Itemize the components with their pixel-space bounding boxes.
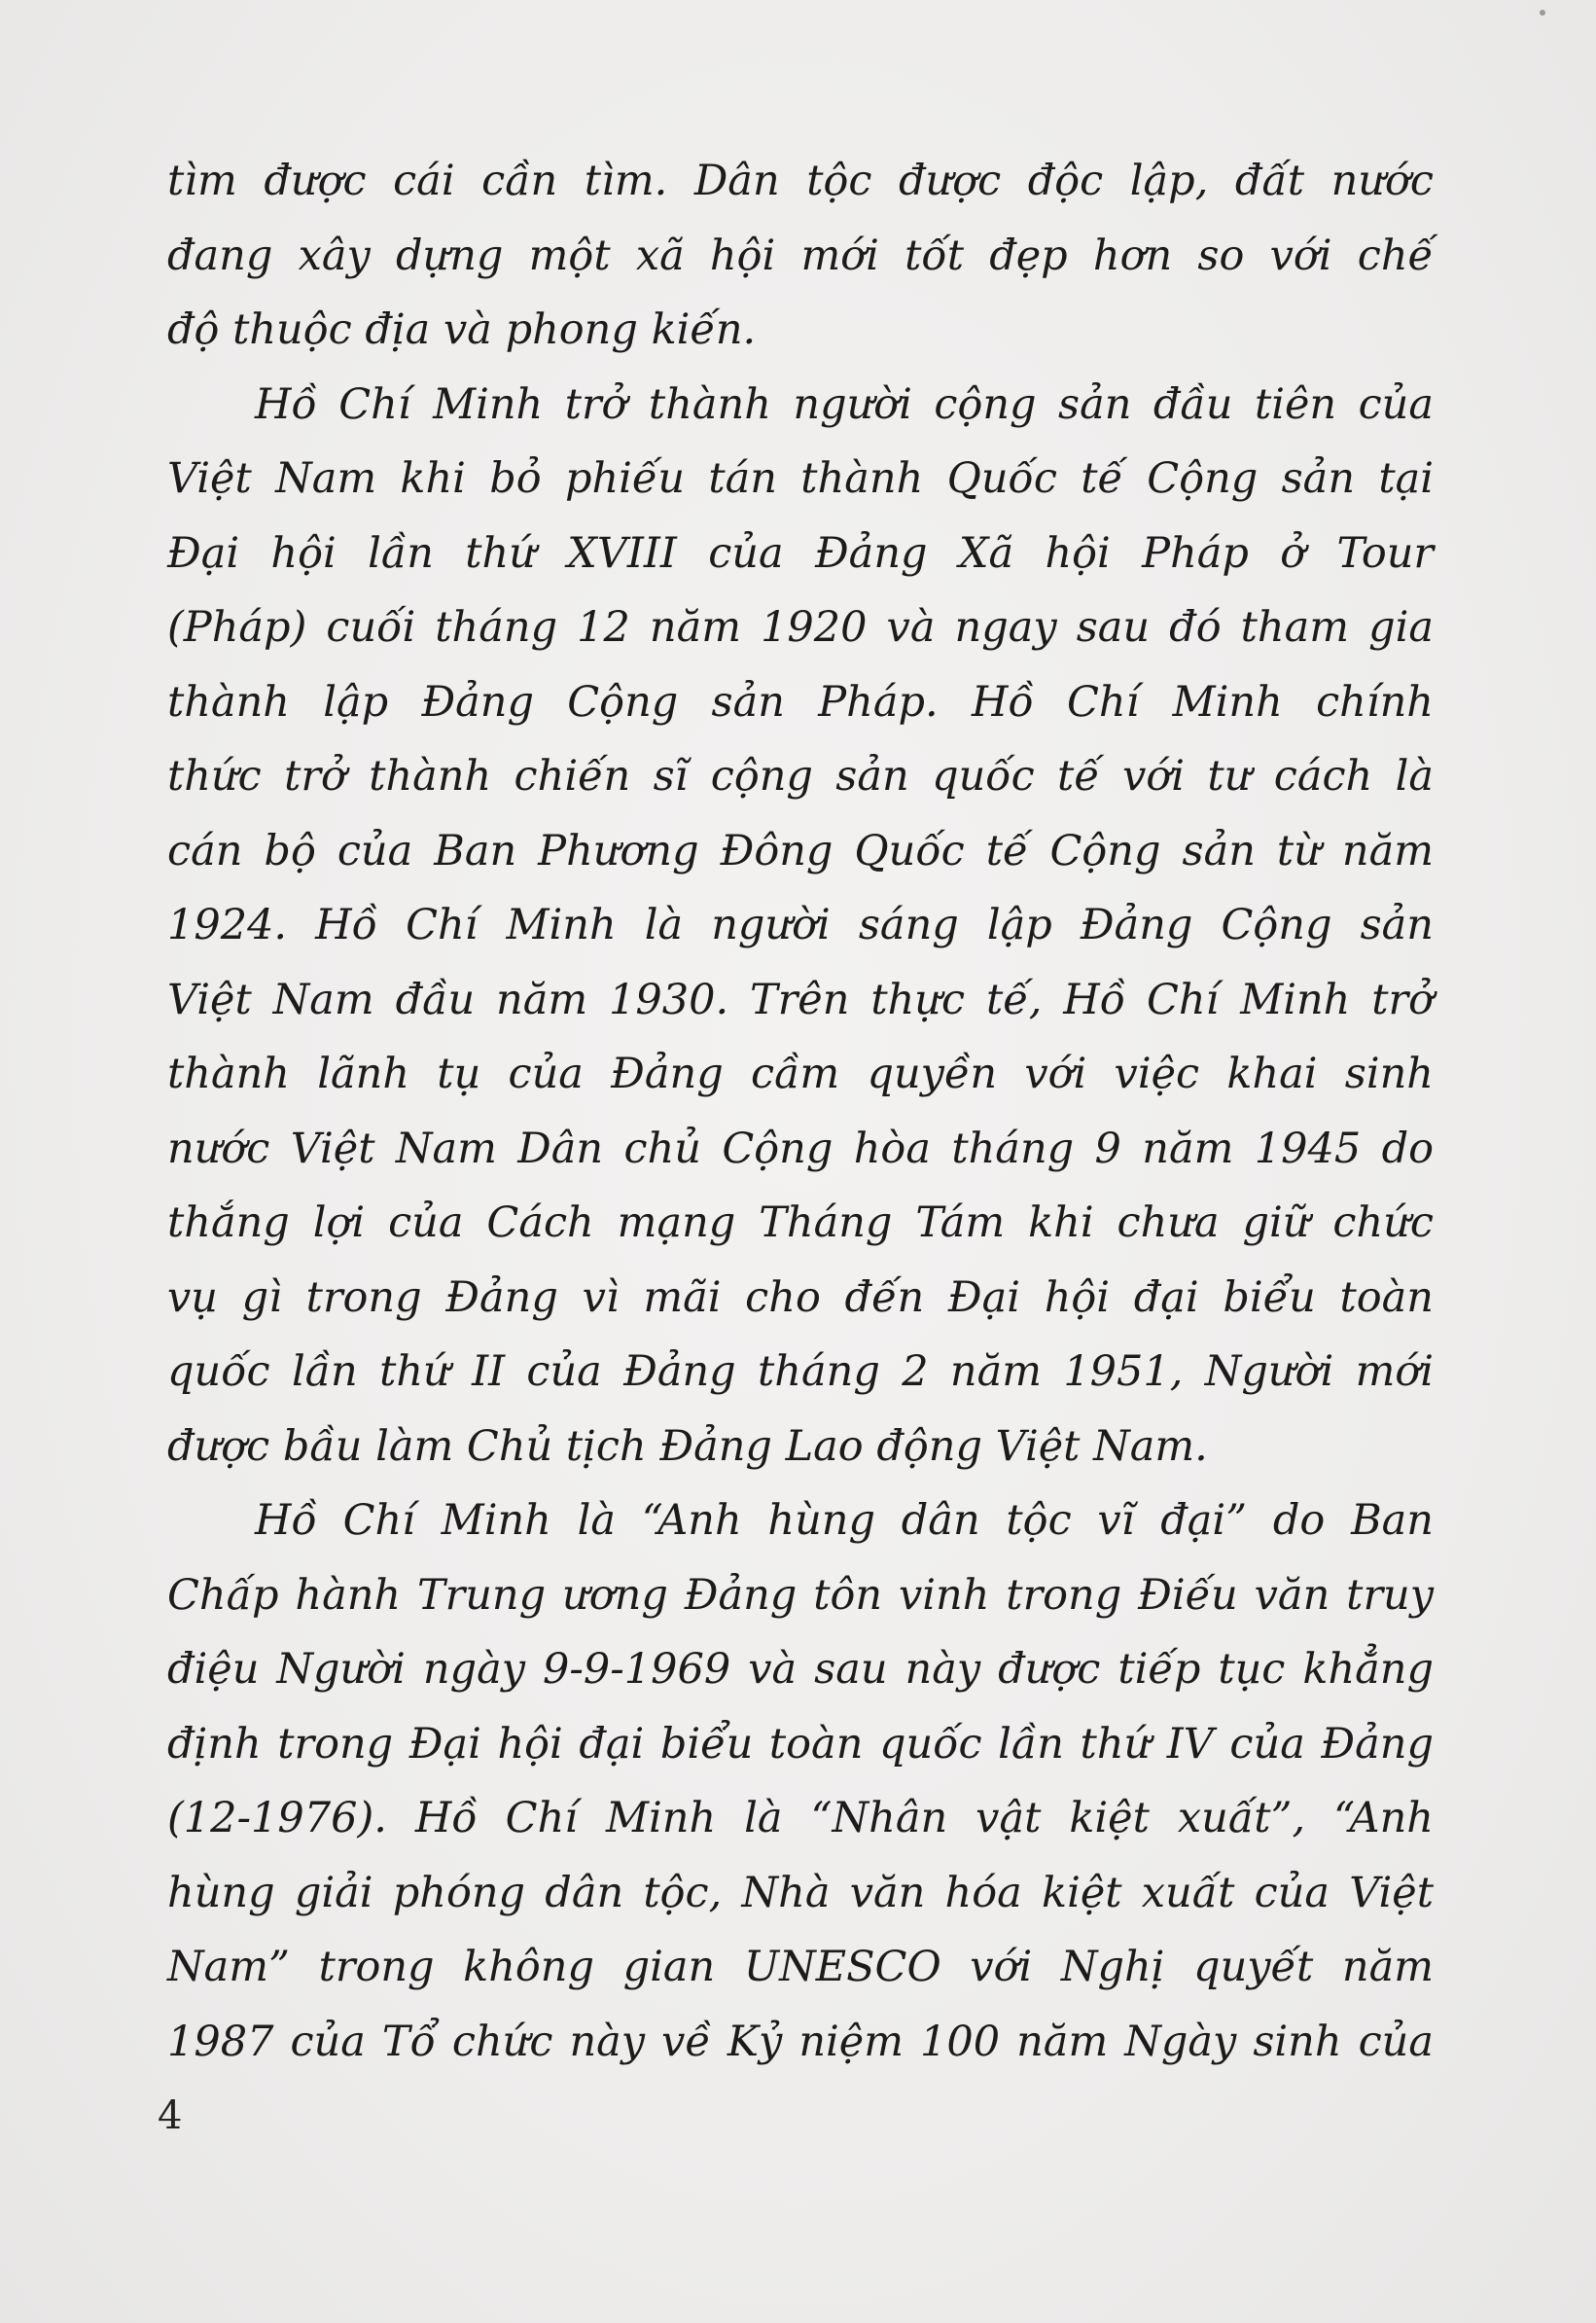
text-line: Hồ Chí Minh là “Anh hùng dân tộc vĩ đại” do Ban [255,1496,1434,1545]
text-line: định trong Đại hội đại biểu toàn quốc lần thứ IV của Đảng [167,1719,1434,1769]
text-line: độ thuộc địa và phong kiến. [167,305,757,354]
text-line: tìm được cái cần tìm. Dân tộc được độc lập, đất nước [167,157,1434,205]
text-line: thắng lợi của Cách mạng Tháng Tám khi chưa giữ chức [167,1198,1434,1247]
text-line: cán bộ của Ban Phương Đông Quốc tế Cộng sản từ năm [167,826,1434,876]
paragraph-1 [167,144,1434,368]
text-line: quốc lần thứ II của Đảng tháng 2 năm 1951, Người mới [167,1347,1434,1396]
text-line: hùng giải phóng dân tộc, Nhà văn hóa kiệt xuất của Việt [167,1868,1434,1917]
text-line: Hồ Chí Minh trở thành người cộng sản đầu tiên của [255,379,1434,429]
text-line: được bầu làm Chủ tịch Đảng Lao động Việt Nam. [167,1421,1208,1471]
text-line: nước Việt Nam Dân chủ Cộng hòa tháng 9 năm 1945 do [167,1124,1434,1173]
paragraph-2 [167,368,1434,1484]
text-line: Đại hội lần thứ XVIII của Đảng Xã hội Pháp ở Tour [167,528,1434,578]
text-line: thành lập Đảng Cộng sản Pháp. Hồ Chí Minh chính [167,677,1434,727]
text-line: (12-1976). Hồ Chí Minh là “Nhân vật kiệt xuất”, “Anh [167,1794,1434,1842]
body-text [167,144,1434,2079]
text-line: thức trở thành chiến sĩ cộng sản quốc tế với tư cách là [167,752,1434,801]
text-line: Nam” trong không gian UNESCO với Nghị quyết năm [167,1943,1434,1991]
paragraph-3 [167,1483,1434,2079]
text-line: đang xây dựng một xã hội mới tốt đẹp hơn so với chế [167,231,1434,280]
scan-speck [1540,10,1545,16]
text-line: điệu Người ngày 9-9-1969 và sau này được tiếp tục khẳng [167,1645,1434,1694]
text-line: Việt Nam đầu năm 1930. Trên thực tế, Hồ Chí Minh trở [167,975,1434,1024]
page-number: 4 [158,2093,183,2138]
text-line: 1924. Hồ Chí Minh là người sáng lập Đảng Cộng sản [167,901,1434,949]
text-line: Chấp hành Trung ương Đảng tôn vinh trong Điếu văn truy [167,1570,1434,1620]
text-line: thành lãnh tụ của Đảng cầm quyền với việc khai sinh [167,1050,1434,1098]
text-line: Việt Nam khi bỏ phiếu tán thành Quốc tế Cộng sản tại [167,454,1434,503]
text-line: (Pháp) cuối tháng 12 năm 1920 và ngay sau đó tham gia [167,603,1434,652]
text-line: vụ gì trong Đảng vì mãi cho đến Đại hội đại biểu toàn [167,1272,1434,1322]
text-line: 1987 của Tổ chức này về Kỷ niệm 100 năm Ngày sinh của [167,2017,1434,2066]
